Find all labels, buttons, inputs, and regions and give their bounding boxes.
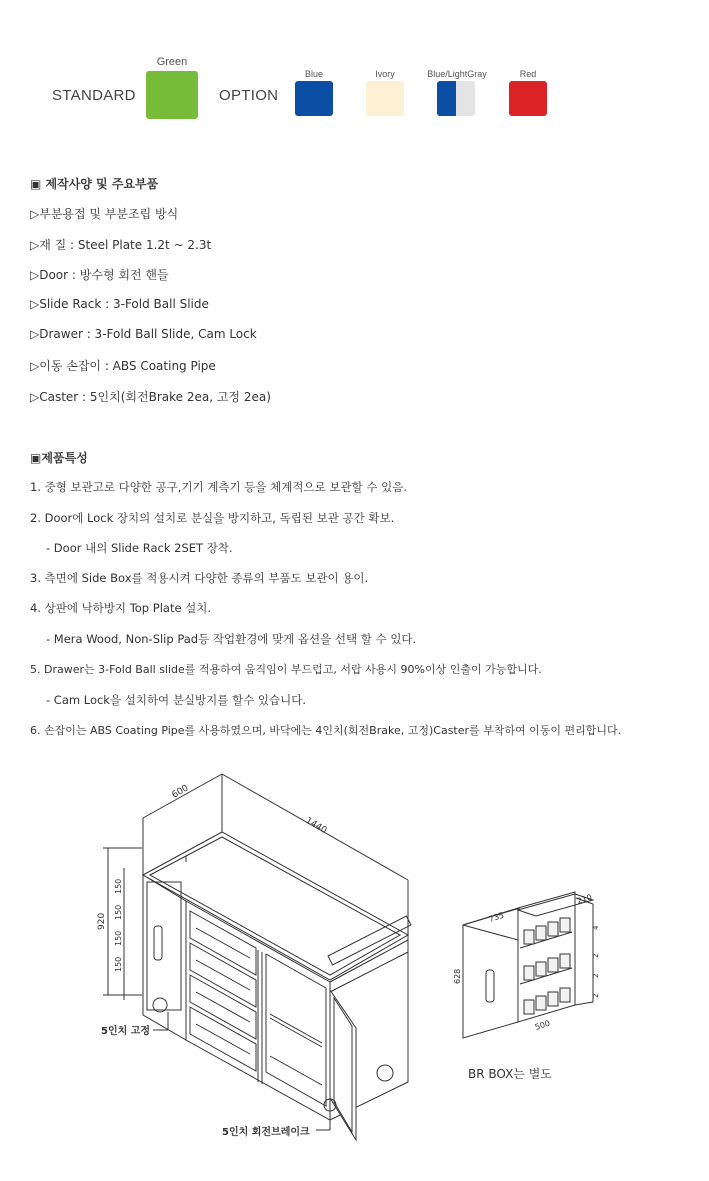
spec-item: ▷재 질 : Steel Plate 1.2t ~ 2.3t [30,238,212,252]
features-title: ▣제품특성 [30,451,88,465]
dim-depth: 600 [170,783,191,801]
spec-item: ▷Slide Rack : 3-Fold Ball Slide [30,297,209,311]
option-label: OPTION [219,87,279,104]
option-red-name: Red [519,69,537,79]
dim-drawer: 150 [114,956,123,972]
feature-item: 4. 상판에 낙하방지 Top Plate 설치. [30,601,212,615]
box-side-dim: 4 [592,925,600,930]
option-blue-swatch[interactable] [295,81,333,116]
option-ivory-name: Ivory [375,69,395,79]
spec-title: ▣ 제작사양 및 주요부품 [30,177,159,191]
option-ivory-swatch[interactable] [366,81,404,116]
option-red-swatch[interactable] [509,81,547,116]
spec-item: ▷Caster : 5인치(회전Brake 2ea, 고정 2ea) [30,390,271,404]
box-side-dim: 2 [592,993,600,998]
standard-color-name: Green [156,56,188,68]
option-blue-lightgray-swatch[interactable] [437,81,475,116]
spec-item: ▷이동 손잡이 : ABS Coating Pipe [30,359,216,373]
spec-item: ▷Drawer : 3-Fold Ball Slide, Cam Lock [30,327,257,341]
spec-item: ▷부분용접 및 부분조립 방식 [30,207,179,221]
caster-brake-label: 5인치 회전브레이크 [222,1127,310,1138]
box-dim-height: 628 [453,968,462,984]
feature-subitem: - Cam Lock을 설치하여 분실방지를 할수 있습니다. [46,693,306,707]
feature-item: 6. 손잡이는 ABS Coating Pipe를 사용하였으며, 바닥에는 4인치(회전Brake, 고정)Caster를 부착하여 이동이 편리합니다. [30,724,622,737]
feature-subitem: - Mera Wood, Non-Slip Pad등 작업환경에 맞게 옵션을 선택 할 수 있다. [46,632,417,646]
feature-item: 5. Drawer는 3-Fold Ball slide를 적용하여 움직임이 부드럽고, 서랍 사용시 90%이상 인출이 가능합니다. [30,663,542,676]
feature-subitem: - Door 내의 Slide Rack 2SET 장착. [46,541,233,555]
dim-drawer: 150 [114,878,123,894]
feature-item: 3. 측면에 Side Box를 적용시켜 다양한 종류의 부품도 보관이 용이. [30,571,369,585]
box-dim-side: 210 [575,892,594,906]
br-box-note: BR BOX는 별도 [468,1067,552,1081]
feature-item: 2. Door에 Lock 장치의 설치로 분실을 방지하고, 독립된 보관 공간 확보. [30,511,395,525]
spec-item: ▷Door : 방수형 회전 핸들 [30,268,169,282]
standard-label: STANDARD [52,87,136,104]
box-dim-width: 500 [533,1018,552,1032]
caster-fixed-label: 5인치 고정 [101,1026,151,1037]
option-blue-name: Blue [304,69,323,79]
dim-drawer: 150 [114,930,123,946]
standard-green-swatch[interactable] [146,71,198,119]
box-side-dim: 2 [592,953,600,958]
box-side-dim: 2 [592,973,600,978]
cabinet-technical-drawing [0,760,709,1181]
dim-drawer: 150 [114,904,123,920]
feature-item: 1. 중형 보관고로 다양한 공구,기기 계측기 등을 체계적으로 보관할 수 있음. [30,480,407,494]
box-dim-depth: 735 [487,910,506,924]
dim-width: 1440 [303,815,329,837]
option-blue-lightgray-name: Blue/LightGray [427,69,487,79]
dim-height: 920 [97,912,107,930]
